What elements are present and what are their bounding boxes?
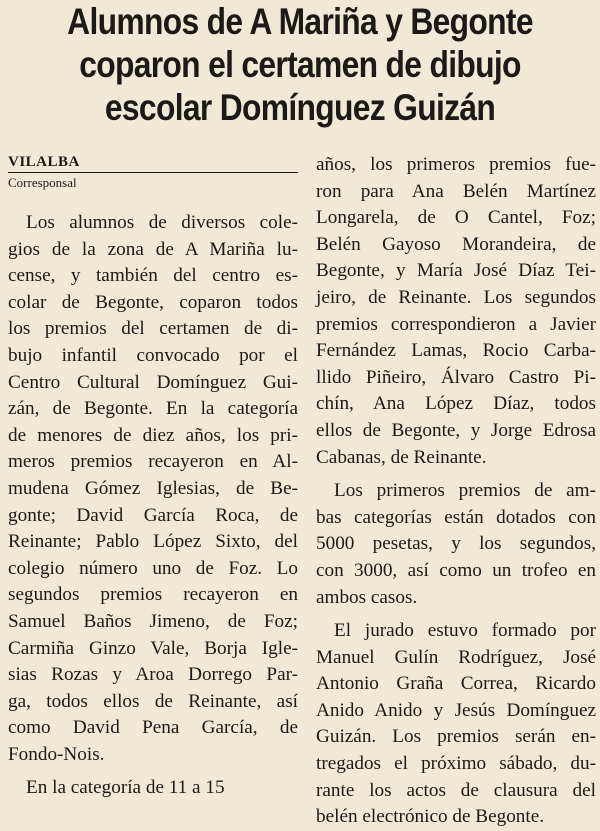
text-line: zán, de Begonte. En la categoría [8,398,298,420]
text-line: gonte; David García Roca, de [8,504,298,526]
text-line: Fernández Lamas, Rocio Carba- [316,340,596,362]
paragraph-left-2 [8,775,298,802]
section-label: VILALBA [8,148,298,173]
text-line: como David Pena García, de [8,717,298,739]
text-line: Fondo-Nois. [8,743,105,765]
text-line: Manuel Gulín Rodríguez, José [316,646,596,668]
text-line: tregados el próximo sábado, du- [316,753,596,775]
text-line: Anido Anido y Jesús Domínguez [316,699,596,721]
text-line: Begonte, y María José Díaz Tei- [316,260,596,282]
text-line: El jurado estuvo formado por [334,620,596,642]
paragraph-right-1 [316,152,596,471]
text-line: Los primeros premios de am- [334,480,596,502]
text-line: colar de Begonte, coparon todos [8,291,298,313]
headline-line-3: escolar Domínguez Guizán [104,87,496,128]
text-line: Los alumnos de diversos cole- [26,212,298,233]
text-line: Centro Cultural Domínguez Gui- [8,371,298,393]
text-line: cense, y también del centro es- [8,265,298,287]
text-line: jeiro, de Reinante. Los segundos [316,286,596,308]
left-column [8,148,298,802]
text-line: chín, Ana López Díaz, todos [316,393,596,415]
text-line: gios de la zona de A Mariña lu- [8,238,298,260]
text-line: Belén Gayoso Morandeira, de [316,233,596,255]
text-line: ga, todos ellos de Reinante, así [8,690,298,712]
text-line: ambos casos. [316,586,418,608]
headline-line-1: Alumnos de A Mariña y Begonte [67,1,533,42]
text-line: Longarela, de O Cantel, Foz; [316,207,596,229]
text-line: con 3000, así como un trofeo en [316,559,596,581]
text-line: 5000 pesetas, y los segundos, [316,533,596,555]
text-line: premios correspondieron a Javier [316,313,596,335]
headline-line-2: coparon el certamen de dibujo [79,44,521,85]
text-line: belén electrónico de Begonte. [316,806,545,828]
text-line: bas categorías están dotados con [316,506,596,528]
text-line: segundos premios recayeron en [8,584,298,606]
text-line: Cabanas, de Reinante. [316,446,487,468]
text-line: mudena Gómez Iglesias, de Be- [8,477,298,499]
text-line: Samuel Baños Jimeno, de Foz; [8,610,298,632]
text-line: los premios del certamen de di- [8,318,298,340]
text-line: Antonio Graña Correa, Ricardo [316,673,596,695]
text-line: Carmiña Ginzo Vale, Borja Igle- [8,637,298,659]
text-line: En la categoría de 11 a 15 [26,777,225,799]
text-line: llido Piñeiro, Álvaro Castro Pi- [316,366,596,388]
byline: Corresponsal [8,175,77,190]
paragraph-right-2 [316,478,596,611]
text-line: Guizán. Los premios serán en- [316,726,596,748]
text-line: meros premios recayeron en Al- [8,451,298,473]
text-line: sias Rozas y Aroa Dorrego Par- [8,664,298,686]
right-column [316,152,596,831]
text-line: Reinante; Pablo López Sixto, del [8,531,298,553]
paragraph-left-1 [8,210,298,768]
text-line: años, los primeros premios fue- [316,154,596,175]
text-line: rante los actos de clausura del [316,779,596,801]
text-line: colegio número uno de Foz. Lo [8,557,298,579]
text-line: ellos de Begonte, y Jorge Edrosa [316,419,596,441]
text-line: bujo infantil convocado por el [8,344,298,366]
headline [42,0,558,129]
text-line: ron para Ana Belén Martínez [316,180,596,202]
text-line: de menores de diez años, los pri- [8,424,298,446]
